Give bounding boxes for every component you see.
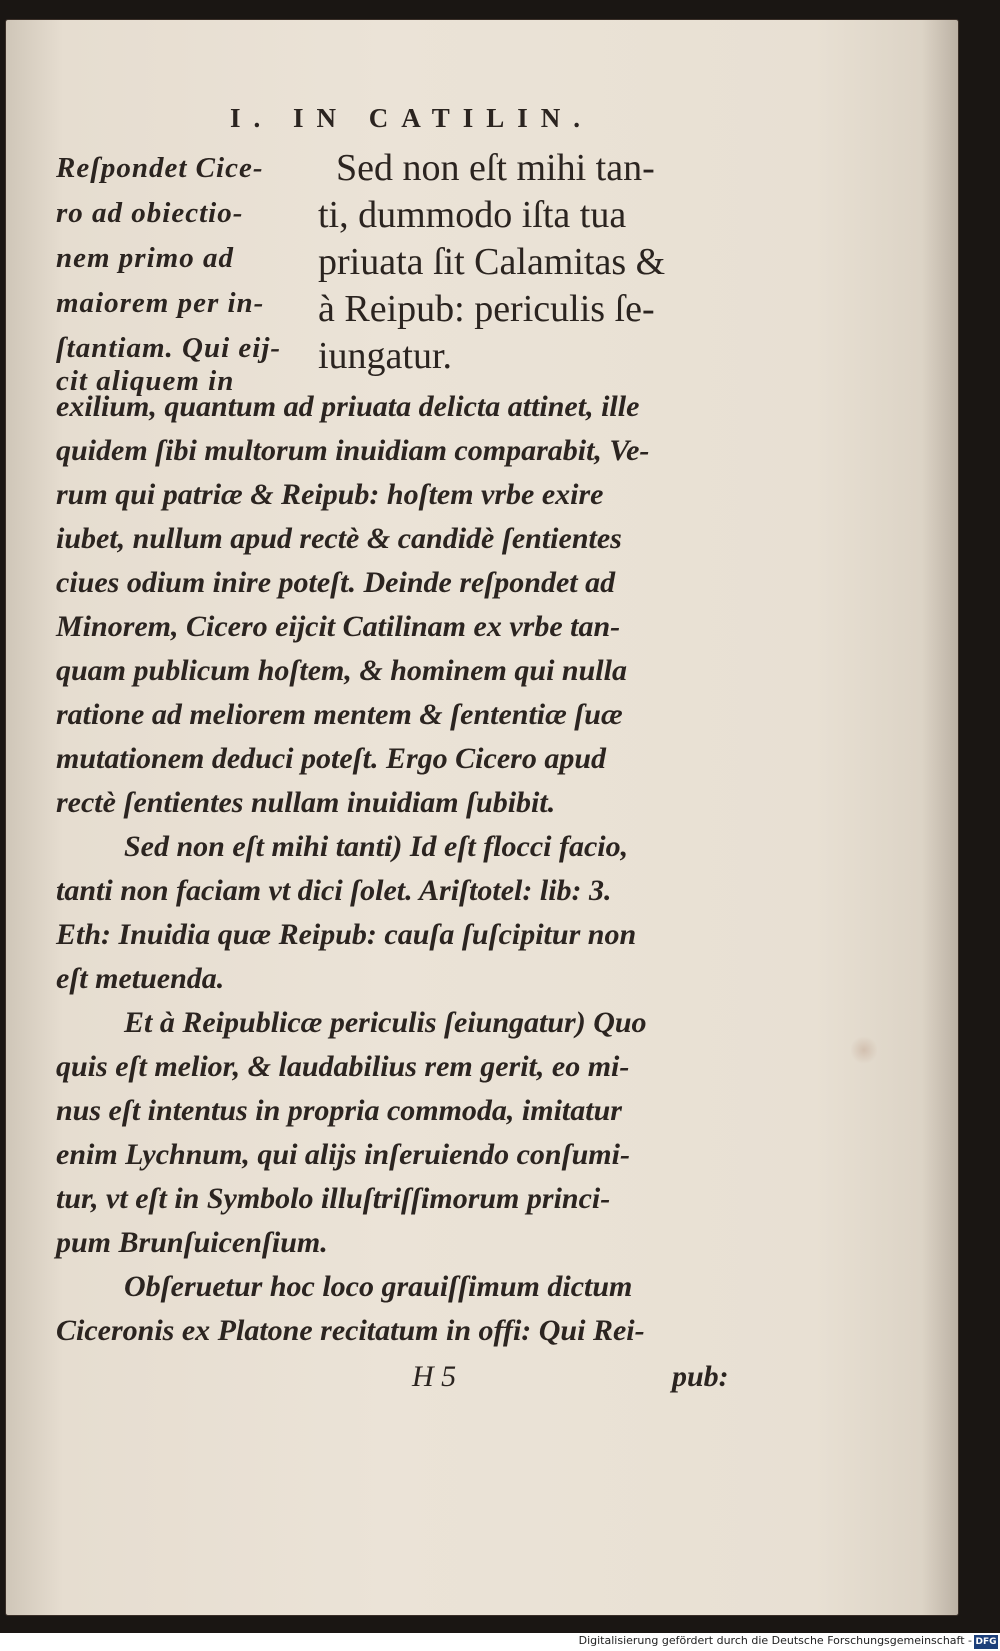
body-line: Minorem, Cicero eijcit Catilinam ex vrbe tan-: [56, 610, 621, 643]
dfg-logo: DFG: [975, 1637, 997, 1647]
body-line: quam publicum hoſtem, & hominem qui nulla: [56, 654, 627, 687]
body-line: iubet, nullum apud rectè & candidè ſentientes: [56, 522, 622, 555]
catchword: pub:: [672, 1360, 729, 1393]
lemma-line: Sed non eſt mihi tan-: [336, 147, 655, 189]
body-line: tur, vt eſt in Symbolo illuſtriſſimorum princi-: [56, 1182, 611, 1215]
body-line: mutationem deduci poteſt. Ergo Cicero apud: [56, 742, 607, 775]
body-line: Ciceronis ex Platone recitatum in offi: Qui Rei-: [56, 1314, 645, 1347]
body-line: tanti non faciam vt dici ſolet. Ariſtotel: lib: 3.: [56, 874, 612, 907]
body-line: quidem ſibi multorum inuidiam comparabit, Ve-: [56, 434, 650, 467]
margin-note-line: nem primo ad: [56, 242, 234, 274]
lemma-line: à Reipub: periculis ſe-: [318, 288, 655, 330]
body-line: nus eſt intentus in propria commoda, imitatur: [56, 1094, 622, 1127]
lemma-line: iungatur.: [318, 335, 453, 377]
signature-mark: H 5: [412, 1360, 457, 1393]
margin-note-line: Reſpondet Cice-: [56, 152, 264, 184]
body-line: exilium, quantum ad priuata delicta attinet, ille: [56, 390, 640, 423]
body-line: ciues odium inire poteſt. Deinde reſpondet ad: [56, 566, 616, 599]
margin-note-line: cit aliquem in: [56, 365, 235, 397]
body-line: quis eſt melior, & laudabilius rem gerit, eo mi-: [56, 1050, 630, 1083]
body-line: rectè ſentientes nullam inuidiam ſubibit.: [56, 786, 556, 819]
body-line: Eth: Inuidia quæ Reipub: cauſa ſuſcipitur non: [56, 918, 637, 951]
running-head: I. IN CATILIN.: [230, 103, 594, 133]
margin-note-line: maiorem per in-: [56, 287, 265, 319]
margin-note-line: ro ad obiectio-: [56, 197, 244, 229]
paper-stain: [851, 1035, 877, 1065]
body-line: enim Lychnum, qui alijs inſeruiendo conſumi-: [56, 1138, 630, 1171]
body-line: Sed non eſt mihi tanti) Id eſt flocci facio,: [124, 830, 629, 863]
body-line: Obſeruetur hoc loco grauiſſimum dictum: [124, 1270, 633, 1303]
margin-note-line: ſtantiam. Qui eij-: [56, 332, 282, 364]
body-line: Et à Reipublicæ periculis ſeiungatur) Quo: [124, 1006, 647, 1039]
lemma-line: priuata ſit Calamitas &: [318, 241, 666, 283]
body-line: pum Brunſuicenſium.: [56, 1226, 328, 1259]
lemma-line: ti, dummodo iſta tua: [318, 194, 627, 236]
body-line: eſt metuenda.: [56, 962, 225, 995]
body-line: ratione ad meliorem mentem & ſententiæ ſuæ: [56, 698, 623, 731]
funding-credit: Digitalisierung gefördert durch die Deutsche Forschungsgemeinschaft -: [578, 1634, 972, 1647]
body-line: rum qui patriæ & Reipub: hoſtem vrbe exire: [56, 478, 604, 511]
